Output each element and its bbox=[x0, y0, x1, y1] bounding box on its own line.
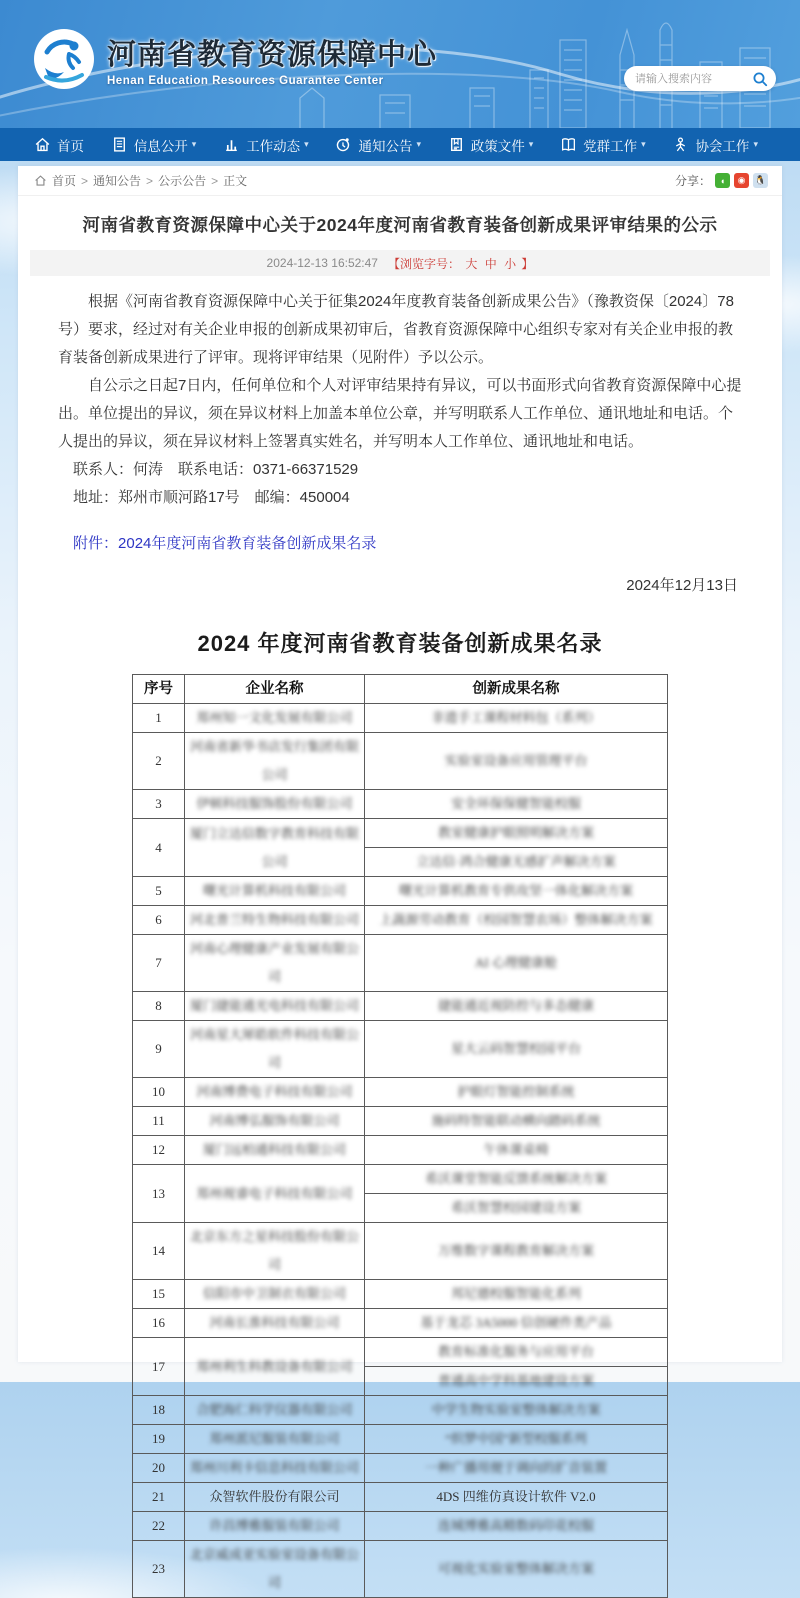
attachment-doc-title: 2024 年度河南省教育装备创新成果名录 bbox=[197, 631, 603, 656]
nav-item-notices[interactable] bbox=[335, 135, 421, 155]
table-cell-result: 曙光计算机教育专供攻坚一体化解决方案 bbox=[365, 877, 668, 906]
chevron-down-icon: ▾ bbox=[753, 139, 758, 149]
table-row bbox=[133, 877, 668, 906]
table-cell-index: 12 bbox=[133, 1136, 185, 1165]
column-header-company: 企业名称 bbox=[185, 675, 365, 704]
table-cell-company: 信阳市中卫制衣有限公司 bbox=[185, 1280, 365, 1309]
table-row bbox=[133, 733, 668, 790]
nav-item-association-work[interactable] bbox=[672, 135, 758, 155]
table-row bbox=[133, 1136, 668, 1165]
table-cell-company: 合肥海仁科学仪器有限公司 bbox=[185, 1396, 365, 1425]
address-line: 地址：郑州市顺河路17号 邮编：450004 bbox=[73, 489, 350, 506]
table-cell-company: 河南博费电子科技有限公司 bbox=[185, 1078, 365, 1107]
policy-file-icon bbox=[448, 136, 465, 153]
column-header-index: 序号 bbox=[133, 675, 185, 704]
document-icon bbox=[111, 136, 128, 153]
table-cell-index: 21 bbox=[133, 1483, 185, 1512]
table-cell-index: 5 bbox=[133, 877, 185, 906]
table-cell-index: 3 bbox=[133, 790, 185, 819]
table-cell-result: 安全环保保健智能校服 bbox=[365, 790, 668, 819]
column-header-result: 创新成果名称 bbox=[365, 675, 668, 704]
table-cell-result: 中学生物实验室整体解决方案 bbox=[365, 1396, 668, 1425]
table-cell-company: 厦门捷能通光电科技有限公司 bbox=[185, 992, 365, 1021]
table-row bbox=[133, 704, 668, 733]
publish-date: 2024年12月13日 bbox=[626, 577, 738, 594]
share-widget bbox=[675, 172, 768, 189]
nav-label: 政策文件 bbox=[470, 138, 525, 154]
font-size-small-button[interactable]: 小 bbox=[504, 256, 517, 271]
table-cell-company: 河南心理健康产业发展有限公司 bbox=[185, 935, 365, 992]
table-cell-result: 立达信·鸿合健康无感扩声解决方案 bbox=[365, 848, 668, 877]
table-cell-company: 曙光计算机科技有限公司 bbox=[185, 877, 365, 906]
table-cell-result: 捷能通近视防控与多态健康 bbox=[365, 992, 668, 1021]
table-cell-result: 非遗手工课程材料包（系列） bbox=[365, 704, 668, 733]
table-row bbox=[133, 1541, 668, 1598]
table-cell-result: 可视化实验室整体解决方案 bbox=[365, 1541, 668, 1598]
table-row bbox=[133, 790, 668, 819]
open-book-icon bbox=[560, 136, 577, 153]
content-panel bbox=[18, 166, 782, 1590]
table-cell-company: 河南长淮科技有限公司 bbox=[185, 1309, 365, 1338]
table-header-row bbox=[133, 675, 668, 704]
breadcrumb-separator: > bbox=[146, 173, 154, 188]
breadcrumb-current: 正文 bbox=[223, 174, 248, 188]
table-row bbox=[133, 1280, 668, 1309]
nav-item-policy-files[interactable] bbox=[448, 135, 534, 155]
share-label: 分享： bbox=[674, 174, 711, 188]
font-size-suffix: 】 bbox=[521, 256, 534, 271]
table-cell-company: 河南省新华书店发行集团有限公司 bbox=[185, 733, 365, 790]
table-row bbox=[133, 1223, 668, 1280]
font-size-prefix: 【浏览字号： bbox=[387, 256, 460, 271]
table-cell-index: 22 bbox=[133, 1512, 185, 1541]
table-cell-company: 郑州视睿电子科技有限公司 bbox=[185, 1165, 365, 1223]
table-cell-result: 教育标准化服务与应用平台 bbox=[365, 1338, 668, 1367]
table-row bbox=[133, 1078, 668, 1107]
table-cell-index: 11 bbox=[133, 1107, 185, 1136]
article-meta-bar bbox=[30, 250, 770, 276]
table-row bbox=[133, 935, 668, 992]
table-cell-result: 实验室设备应用管理平台 bbox=[365, 733, 668, 790]
table-cell-result: 施码特智能联动横向踏码系统 bbox=[365, 1107, 668, 1136]
article-body bbox=[18, 276, 782, 1598]
breadcrumb-separator: > bbox=[211, 173, 219, 188]
table-cell-result: 护眼灯智能控制系统 bbox=[365, 1078, 668, 1107]
table-cell-company: 许昌博雅服装有限公司 bbox=[185, 1512, 365, 1541]
nav-label: 首页 bbox=[57, 138, 84, 154]
table-cell-index: 2 bbox=[133, 733, 185, 790]
table-cell-company: 厦门远柏通科技有限公司 bbox=[185, 1136, 365, 1165]
breadcrumb-home-link[interactable]: 首页 bbox=[52, 174, 77, 188]
article-title: 河南省教育资源保障中心关于2024年度河南省教育装备创新成果评审结果的公示 bbox=[82, 215, 718, 235]
table-cell-index: 14 bbox=[133, 1223, 185, 1280]
table-cell-result: 普通高中学科基地建设方案 bbox=[365, 1367, 668, 1396]
table-cell-index: 16 bbox=[133, 1309, 185, 1338]
announcement-icon bbox=[335, 136, 352, 153]
main-nav bbox=[0, 128, 800, 161]
table-cell-result: 上蔬源劳动教育（校园智慧农场）整体解决方案 bbox=[365, 906, 668, 935]
table-row bbox=[133, 1454, 668, 1483]
table-row bbox=[133, 992, 668, 1021]
table-cell-index: 18 bbox=[133, 1396, 185, 1425]
table-cell-index: 6 bbox=[133, 906, 185, 935]
table-cell-index: 4 bbox=[133, 819, 185, 877]
table-cell-index: 10 bbox=[133, 1078, 185, 1107]
table-cell-company: 河南博弘服饰有限公司 bbox=[185, 1107, 365, 1136]
attachment-link[interactable]: 2024年度河南省教育装备创新成果名录 bbox=[118, 535, 377, 552]
breadcrumb bbox=[34, 172, 247, 189]
table-cell-result: 一种广播用便于调向的扩音装置 bbox=[365, 1454, 668, 1483]
people-icon bbox=[672, 136, 689, 153]
table-cell-company: 郑州知一文化发展有限公司 bbox=[185, 704, 365, 733]
attachment-label: 附件： bbox=[73, 535, 119, 552]
table-cell-index: 17 bbox=[133, 1338, 185, 1396]
nav-label: 通知公告 bbox=[358, 138, 413, 154]
chevron-down-icon: ▾ bbox=[416, 139, 421, 149]
bar-chart-icon bbox=[223, 136, 240, 153]
nav-label: 党群工作 bbox=[583, 138, 638, 154]
article-paragraph: 根据《河南省教育资源保障中心关于征集2024年度教育装备创新成果公告》（豫教资保〔2024〕78号）要求，经过对有关企业申报的创新成果初审后，省教育资源保障中心组织专家对有关企业申报的教育装备创新成果进行了评审。现将评审结果（见附件）予以公示。 bbox=[58, 293, 734, 366]
table-row bbox=[133, 1425, 668, 1454]
contact-line: 联系人：何涛 联系电话：0371-66371529 bbox=[73, 461, 359, 478]
search-box[interactable] bbox=[624, 66, 776, 91]
search-icon[interactable] bbox=[752, 71, 768, 87]
site-title: 河南省教育资源保障中心 bbox=[107, 38, 438, 71]
table-cell-index: 23 bbox=[133, 1541, 185, 1598]
chevron-down-icon: ▾ bbox=[304, 139, 309, 149]
attachment-line bbox=[58, 530, 742, 558]
innovation-results-table bbox=[132, 674, 668, 1598]
nav-label: 协会工作 bbox=[695, 138, 750, 154]
table-row bbox=[133, 906, 668, 935]
table-cell-result: 希沃课堂智能反馈系统解决方案 bbox=[365, 1165, 668, 1194]
table-cell-company: 郑州川利卡信息科技有限公司 bbox=[185, 1454, 365, 1483]
breadcrumb-bar bbox=[18, 166, 782, 196]
nav-item-work-trends[interactable] bbox=[223, 135, 309, 155]
home-icon bbox=[34, 174, 47, 187]
table-cell-result: 教室健康护眼照明解决方案 bbox=[365, 819, 668, 848]
table-cell-result: 星大云码智慧校园平台 bbox=[365, 1021, 668, 1078]
table-cell-result: 邦尼德校服智能化系列 bbox=[365, 1280, 668, 1309]
table-row bbox=[133, 1338, 668, 1367]
table-cell-company: 河南星大犀皓软件科技有限公司 bbox=[185, 1021, 365, 1078]
table-cell-result: 4DS 四维仿真设计软件 V2.0 bbox=[365, 1483, 668, 1512]
qq-share-icon[interactable]: 🐧 bbox=[753, 173, 768, 188]
table-row bbox=[133, 1396, 668, 1425]
table-row bbox=[133, 1021, 668, 1078]
site-header bbox=[0, 0, 800, 128]
table-cell-index: 20 bbox=[133, 1454, 185, 1483]
nav-item-home[interactable] bbox=[34, 135, 84, 155]
table-cell-company: 北京威成亚实验室设备有限公司 bbox=[185, 1541, 365, 1598]
table-cell-result: 午休课桌椅 bbox=[365, 1136, 668, 1165]
chevron-down-icon: ▾ bbox=[528, 139, 534, 149]
font-size-control bbox=[388, 255, 533, 272]
table-cell-result: 基于龙芯 3A5000 信创硬件类产品 bbox=[365, 1309, 668, 1338]
home-icon bbox=[34, 136, 51, 153]
article-datetime: 2024-12-13 16:52:47 bbox=[266, 256, 378, 270]
site-logo-icon bbox=[33, 28, 95, 90]
table-cell-company: 郑州利生科教设备有限公司 bbox=[185, 1338, 365, 1396]
weibo-share-icon[interactable]: ◉ bbox=[734, 173, 749, 188]
table-cell-company: 北京东方之星科技股份有限公司 bbox=[185, 1223, 365, 1280]
site-brand bbox=[33, 28, 437, 90]
table-cell-result: AI 心理健康舱 bbox=[365, 935, 668, 992]
table-cell-result: 万维数字课程教育解决方案 bbox=[365, 1223, 668, 1280]
table-row bbox=[133, 1309, 668, 1338]
article-paragraph: 自公示之日起7日内，任何单位和个人对评审结果持有异议，可以书面形式向省教育资源保障中心提出。单位提出的异议，须在异议材料上加盖本单位公章，并写明联系人工作单位、通讯地址和电话。个人提出的异议，须在异议材料上签署真实姓名，并写明本人工作单位、通讯地址和电话。 bbox=[58, 377, 742, 450]
table-cell-index: 1 bbox=[133, 704, 185, 733]
search-input[interactable] bbox=[635, 73, 752, 85]
font-size-large-button[interactable]: 大 bbox=[465, 256, 478, 271]
chevron-down-icon: ▾ bbox=[191, 139, 197, 149]
nav-item-party-work[interactable] bbox=[560, 135, 646, 155]
breadcrumb-link-notices[interactable]: 通知公告 bbox=[93, 174, 142, 188]
table-cell-company: 郑州派尼服装有限公司 bbox=[185, 1425, 365, 1454]
breadcrumb-link-public-notices[interactable]: 公示公告 bbox=[158, 174, 207, 188]
nav-label: 信息公开 bbox=[133, 138, 188, 154]
table-cell-result: 希沃智慧校园建设方案 bbox=[365, 1194, 668, 1223]
nav-item-info-disclosure[interactable] bbox=[111, 135, 197, 155]
table-row bbox=[133, 819, 668, 848]
table-row-highlighted bbox=[133, 1483, 668, 1512]
table-cell-index: 7 bbox=[133, 935, 185, 992]
table-cell-index: 8 bbox=[133, 992, 185, 1021]
table-cell-index: 9 bbox=[133, 1021, 185, 1078]
site-subtitle: Henan Education Resources Guarantee Center bbox=[107, 74, 384, 87]
table-cell-index: 13 bbox=[133, 1165, 185, 1223]
table-cell-result: “织梦中国”新型校服系列 bbox=[365, 1425, 668, 1454]
chevron-down-icon: ▾ bbox=[641, 139, 646, 149]
table-cell-index: 19 bbox=[133, 1425, 185, 1454]
table-cell-company: 厦门立达信数字教育科技有限公司 bbox=[185, 819, 365, 877]
breadcrumb-separator: > bbox=[81, 173, 89, 188]
table-cell-company: 伊顿科技服饰股份有限公司 bbox=[185, 790, 365, 819]
table-row bbox=[133, 1512, 668, 1541]
table-cell-result: 连城博雅高精数码印花校服 bbox=[365, 1512, 668, 1541]
font-size-medium-button[interactable]: 中 bbox=[484, 256, 497, 271]
table-cell-company: 众智软件股份有限公司 bbox=[185, 1483, 365, 1512]
table-cell-company: 河北普兰特生物科技有限公司 bbox=[185, 906, 365, 935]
table-row bbox=[133, 1107, 668, 1136]
wechat-share-icon[interactable]: ◖ bbox=[715, 173, 730, 188]
table-cell-index: 15 bbox=[133, 1280, 185, 1309]
nav-label: 工作动态 bbox=[246, 138, 301, 154]
table-row bbox=[133, 1165, 668, 1194]
